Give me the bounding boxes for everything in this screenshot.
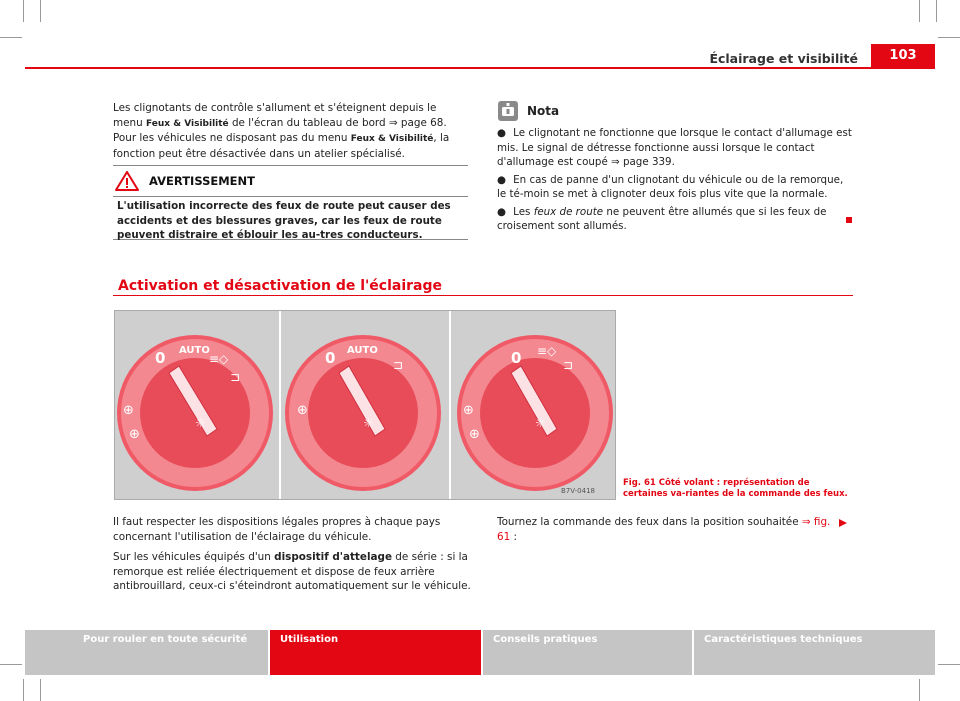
figure-panel: [115, 311, 279, 499]
section-title: Activation et désactivation de l'éclairage: [118, 278, 443, 294]
svg-text:⊐: ⊐: [563, 358, 574, 372]
svg-text:⊕: ⊕: [469, 427, 480, 442]
crop-mark: [23, 679, 24, 701]
end-of-section-marker: [846, 217, 852, 223]
towing-paragraph: Sur les véhicules équipés d'un dispositif d'attelage de série : si la remorque est reliée électriquement et dispose de feux arrière antibrouillard, ceux-ci s'éteindront automatiquement sur le véhicule.: [113, 551, 471, 593]
nota-bullet: ● Le clignotant ne fonctionne que lorsque le contact d'allumage est mis. Le signal de détresse fonctionne aussi lorsque le contact d'allumage est coupé ⇒ page 339.: [497, 127, 852, 168]
svg-text:0: 0: [325, 349, 336, 367]
footer-tab-safety[interactable]: Pour rouler en toute sécurité: [25, 630, 268, 675]
figure-panel: [281, 311, 449, 499]
nota-bullet: ● En cas de panne d'un clignotant du véhicule ou de la remorque, le té-moin se met à clignoter deux fois plus vite que la normale.: [497, 173, 844, 200]
crop-mark: [23, 0, 24, 22]
svg-text:AUTO: AUTO: [179, 345, 210, 356]
crop-mark: [40, 679, 41, 701]
nota-section: [497, 99, 853, 234]
svg-text:⊐: ⊐: [230, 370, 241, 384]
warning-title: AVERTISSEMENT: [149, 174, 256, 188]
footer-tab-usage[interactable]: Utilisation: [270, 630, 481, 675]
warning-text: L'utilisation incorrecte des feux de route peut causer des accidents et des blessures graves, car les feux de route peuvent distraire et éblouir les au-tres conducteurs.: [117, 200, 451, 241]
svg-text:⊕: ⊕: [463, 403, 474, 418]
crop-mark: [0, 664, 22, 665]
footer-tab-practical-tips[interactable]: Conseils pratiques: [483, 630, 692, 675]
page-number: 103: [871, 44, 935, 68]
svg-text:0: 0: [155, 349, 166, 367]
crop-mark: [936, 0, 937, 22]
intro-paragraph: Les clignotants de contrôle s'allument et s'éteignent depuis le menu Feux & Visibilité de l'écran du tableau de bord ⇒ page 68. Pour les véhicules ne disposant pas du menu Feux & Visibilité, la fonction peut être désactivée dans un atelier spécialisé.: [113, 102, 450, 161]
crop-mark: [40, 0, 41, 22]
nota-title: Nota: [527, 104, 560, 118]
svg-text:⊕: ⊕: [129, 427, 140, 442]
svg-text:0: 0: [511, 349, 522, 367]
svg-text:≡◇: ≡◇: [209, 352, 229, 366]
crop-mark: [919, 679, 920, 701]
crop-mark: [0, 37, 22, 38]
page-header-title: Éclairage et visibilité: [709, 51, 858, 66]
section-rule: [113, 295, 853, 296]
figure-caption: Fig. 61 Côté volant : représentation de certaines va-riantes de la commande des feux.: [623, 478, 848, 499]
light-switch-knob: [115, 311, 279, 499]
info-icon: [497, 100, 519, 122]
figure-link[interactable]: ⇒ fig. 61: [497, 516, 831, 543]
crop-mark: [938, 37, 960, 38]
header-rule: [25, 67, 935, 69]
crop-mark: [938, 664, 960, 665]
light-switch-knob: [281, 311, 449, 499]
continue-arrow-icon: [838, 518, 848, 528]
crop-mark: [919, 0, 920, 22]
figure-light-switch: [114, 310, 616, 500]
svg-text:☼: ☼: [535, 416, 546, 430]
light-switch-knob: [451, 311, 615, 499]
footer-tab-technical-specs[interactable]: Caractéristiques techniques: [694, 630, 935, 675]
instruction-paragraph: Tournez la commande des feux dans la position souhaitée ⇒ fig. 61 :: [497, 516, 831, 543]
nota-bullet: ● Les feux de route ne peuvent être allumés que si les feux de croisement sont allumés.: [497, 205, 827, 232]
svg-text:☼: ☼: [195, 416, 206, 430]
warning-triangle-icon: [115, 171, 139, 191]
svg-text:≡◇: ≡◇: [537, 344, 557, 358]
figure-code: B7V-0418: [561, 487, 595, 495]
legal-paragraph: Il faut respecter les dispositions légales propres à chaque pays concernant l'utilisation de l'éclairage du véhicule.: [113, 516, 441, 543]
figure-panel: [451, 311, 615, 499]
svg-text:⊕: ⊕: [123, 403, 134, 418]
svg-text:⊕: ⊕: [297, 403, 308, 418]
svg-text:☼: ☼: [363, 416, 374, 430]
warning-box: [113, 165, 468, 240]
svg-text:⊐: ⊐: [393, 358, 404, 372]
svg-text:AUTO: AUTO: [347, 345, 378, 356]
